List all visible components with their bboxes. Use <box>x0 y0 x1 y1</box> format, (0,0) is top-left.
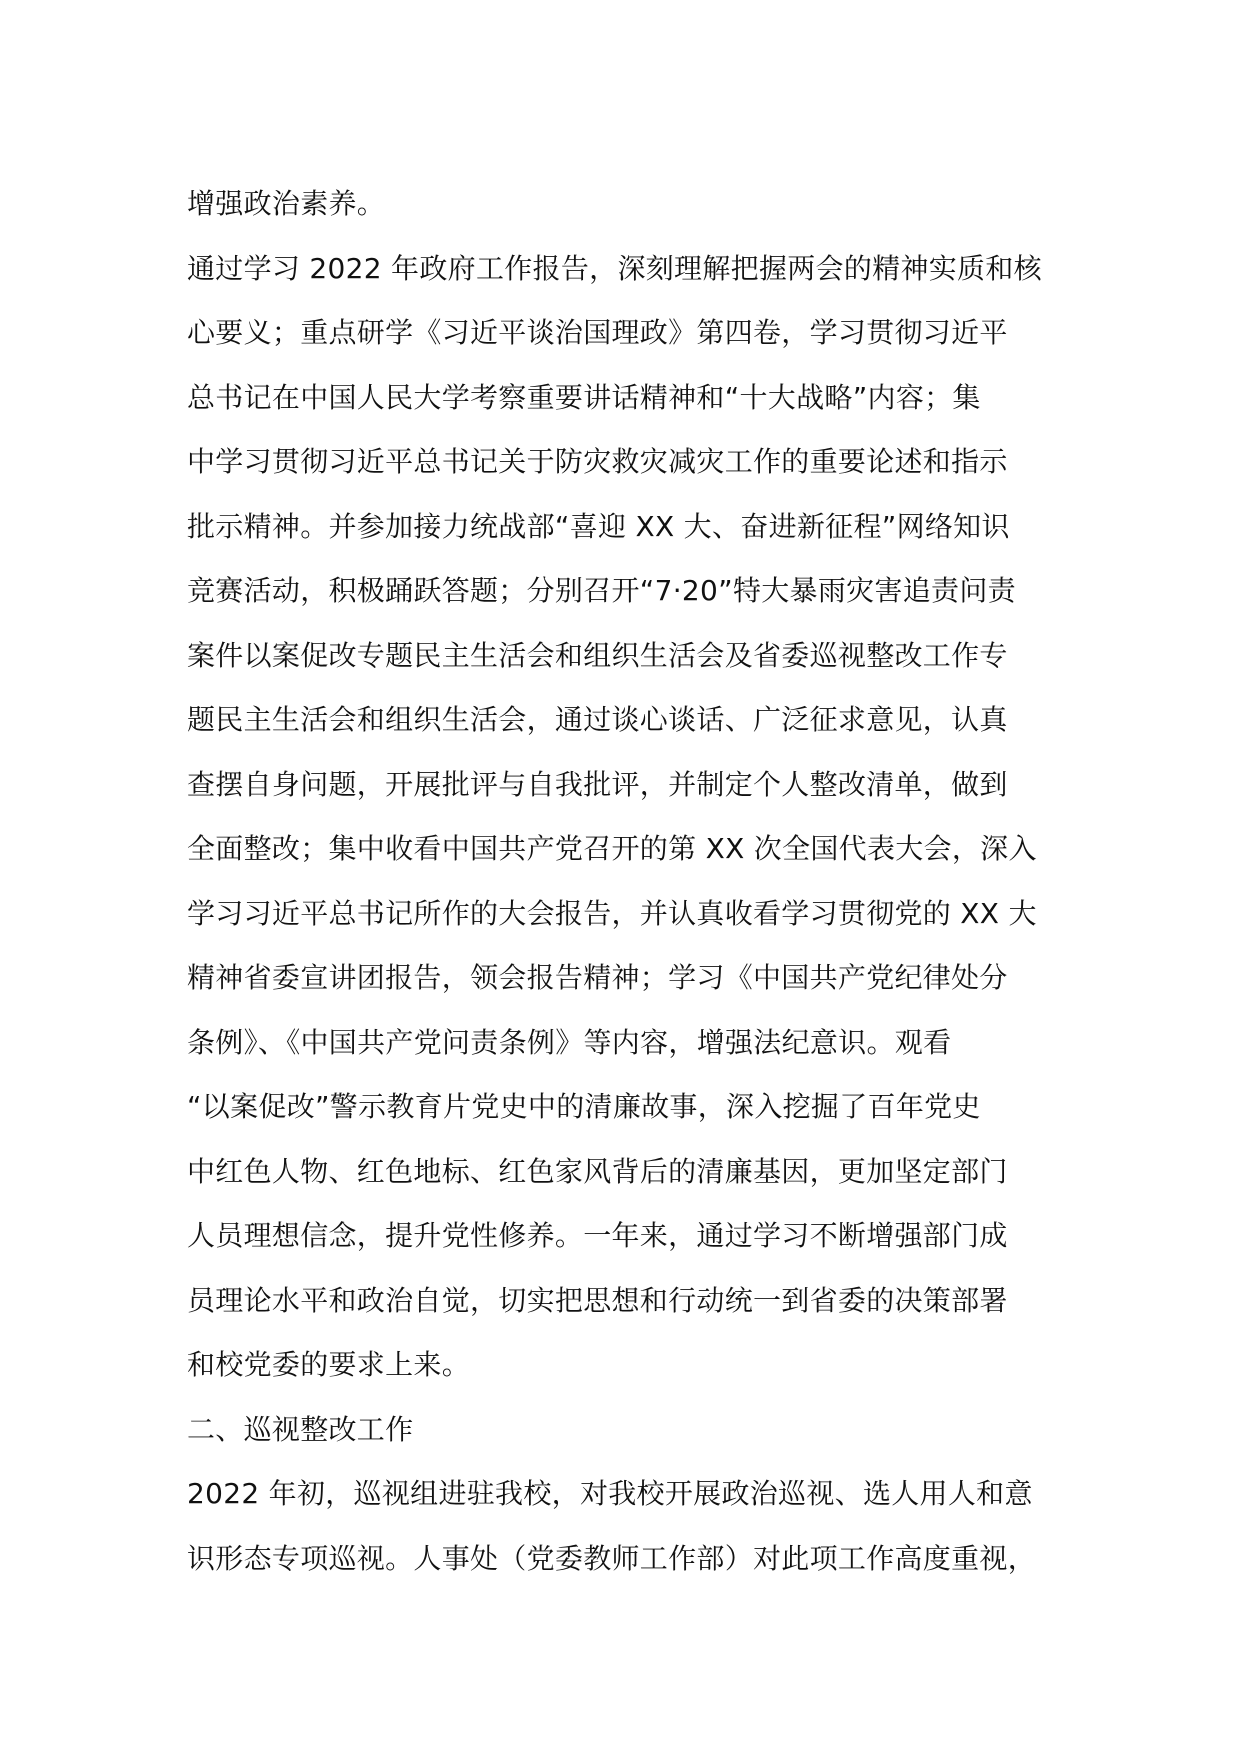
text-line: 中学习贯彻习近平总书记关于防灾救灾减灾工作的重要论述和指示 <box>187 445 1008 478</box>
text-line: 和校党委的要求上来。 <box>187 1348 471 1381</box>
text-line: 批示精神。并参加接力统战部“喜迎 XX 大、奋进新征程”网络知识 <box>187 509 1010 543</box>
document-body <box>187 172 1067 1591</box>
text-line: 竞赛活动，积极踊跃答题；分别召开“7·20”特大暴雨灾害追责问责 <box>187 574 1016 607</box>
section-heading: 二、巡视整改工作 <box>187 1412 414 1446</box>
text-line: 通过学习 2022 年政府工作报告，深刻理解把握两会的精神实质和核 <box>187 251 1042 285</box>
text-line: 员理论水平和政治自觉，切实把思想和行动统一到省委的决策部署 <box>187 1283 1008 1317</box>
text-line: 心要义；重点研学《习近平谈治国理政》第四卷，学习贯彻习近平 <box>187 316 1008 349</box>
text-line: 2022 年初，巡视组进驻我校，对我校开展政治巡视、选人用人和意 <box>187 1477 1033 1510</box>
text-line: 精神省委宣讲团报告，领会报告精神；学习《中国共产党纪律处分 <box>187 961 1008 994</box>
text-line: 案件以案促改专题民主生活会和组织生活会及省委巡视整改工作专 <box>187 638 1008 672</box>
text-line: 条例》、《中国共产党问责条例》等内容，增强法纪意识。观看 <box>187 1025 952 1059</box>
text-line: “以案促改”警示教育片党史中的清廉故事，深入挖掘了百年党史 <box>187 1090 981 1123</box>
text-line: 查摆自身问题，开展批评与自我批评，并制定个人整改清单，做到 <box>187 767 1008 801</box>
text-line: 人员理想信念，提升党性修养。一年来，通过学习不断增强部门成 <box>187 1219 1008 1252</box>
text-line: 题民主生活会和组织生活会，通过谈心谈话、广泛征求意见，认真 <box>187 703 1008 736</box>
text-line: 中红色人物、红色地标、红色家风背后的清廉基因，更加坚定部门 <box>187 1154 1008 1188</box>
text-line: 学习习近平总书记所作的大会报告，并认真收看学习贯彻党的 XX 大 <box>187 896 1037 930</box>
text-line: 总书记在中国人民大学考察重要讲话精神和“十大战略”内容；集 <box>187 380 981 414</box>
text-line: 全面整改；集中收看中国共产党召开的第 XX 次全国代表大会，深入 <box>187 832 1037 865</box>
text-line: 增强政治素养。 <box>187 187 386 220</box>
text-line: 识形态专项巡视。人事处（党委教师工作部）对此项工作高度重视， <box>187 1541 1037 1575</box>
